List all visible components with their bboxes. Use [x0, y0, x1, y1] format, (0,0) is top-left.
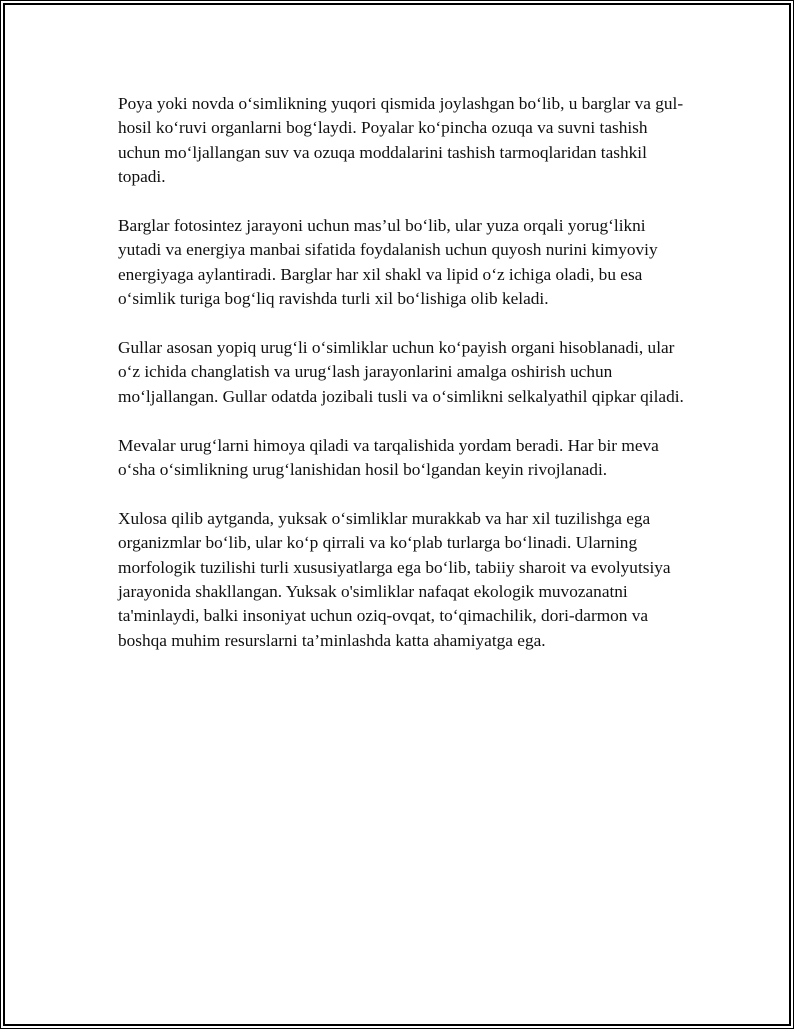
document-body: [118, 92, 693, 678]
paragraph-conclusion: Xulosa qilib aytganda, yuksak o‘simliklar murakkab va har xil tuzilishga ega organizmlar bo‘lib, ular ko‘p qirrali va ko‘plab turlarga bo‘linadi. Ularning morfologik tuzilishi turli xususiyatlarga ega bo‘lib, tabiiy sharoit va evolyutsiya jarayonida shakllangan. Yuksak o'simliklar nafaqat ekologik muvozanatni ta'minlaydi, balki insoniyat uchun oziq-ovqat, to‘qimachilik, dori-darmon va boshqa muhim resurslarni ta’minlashda katta ahamiyatga ega.: [118, 508, 671, 650]
paragraph-flowers: Gullar asosan yopiq urug‘li o‘simliklar uchun ko‘payish organi hisoblanadi, ular o‘z ichida changlatish va urug‘lash jarayonlarini amalga oshirish uchun mo‘ljallangan. Gullar odatda jozibali tusli va o‘simlikni selkalyathil qipkar qiladi.: [118, 338, 684, 406]
paragraph-fruits: Mevalar urug‘larni himoya qiladi va tarqalishida yordam beradi. Har bir meva o‘sha o‘simlikning urug‘lanishidan hosil bo‘lgandan keyin rivojlanadi.: [118, 435, 659, 480]
paragraph-leaves: Barglar fotosintez jarayoni uchun mas’ul bo‘lib, ular yuza orqali yorug‘likni yutadi va energiya manbai sifatida foydalanish uchun quyosh nurini kimyoviy energiyaga aylantiradi. Barglar har xil shakl va lipid o‘z ichiga oladi, bu esa o‘simlik turiga bog‘liq ravishda turli xil bo‘lishiga olib keladi.: [118, 216, 658, 309]
paragraph-stem: Poya yoki novda o‘simlikning yuqori qismida joylashgan bo‘lib, u barglar va gul-hosil ko‘ruvi organlarni bog‘laydi. Poyalar ko‘pincha ozuqa va suvni tashish uchun mo‘ljallangan suv va ozuqa moddalarini tashish tarmoqlaridan tashkil topadi.: [118, 94, 684, 187]
